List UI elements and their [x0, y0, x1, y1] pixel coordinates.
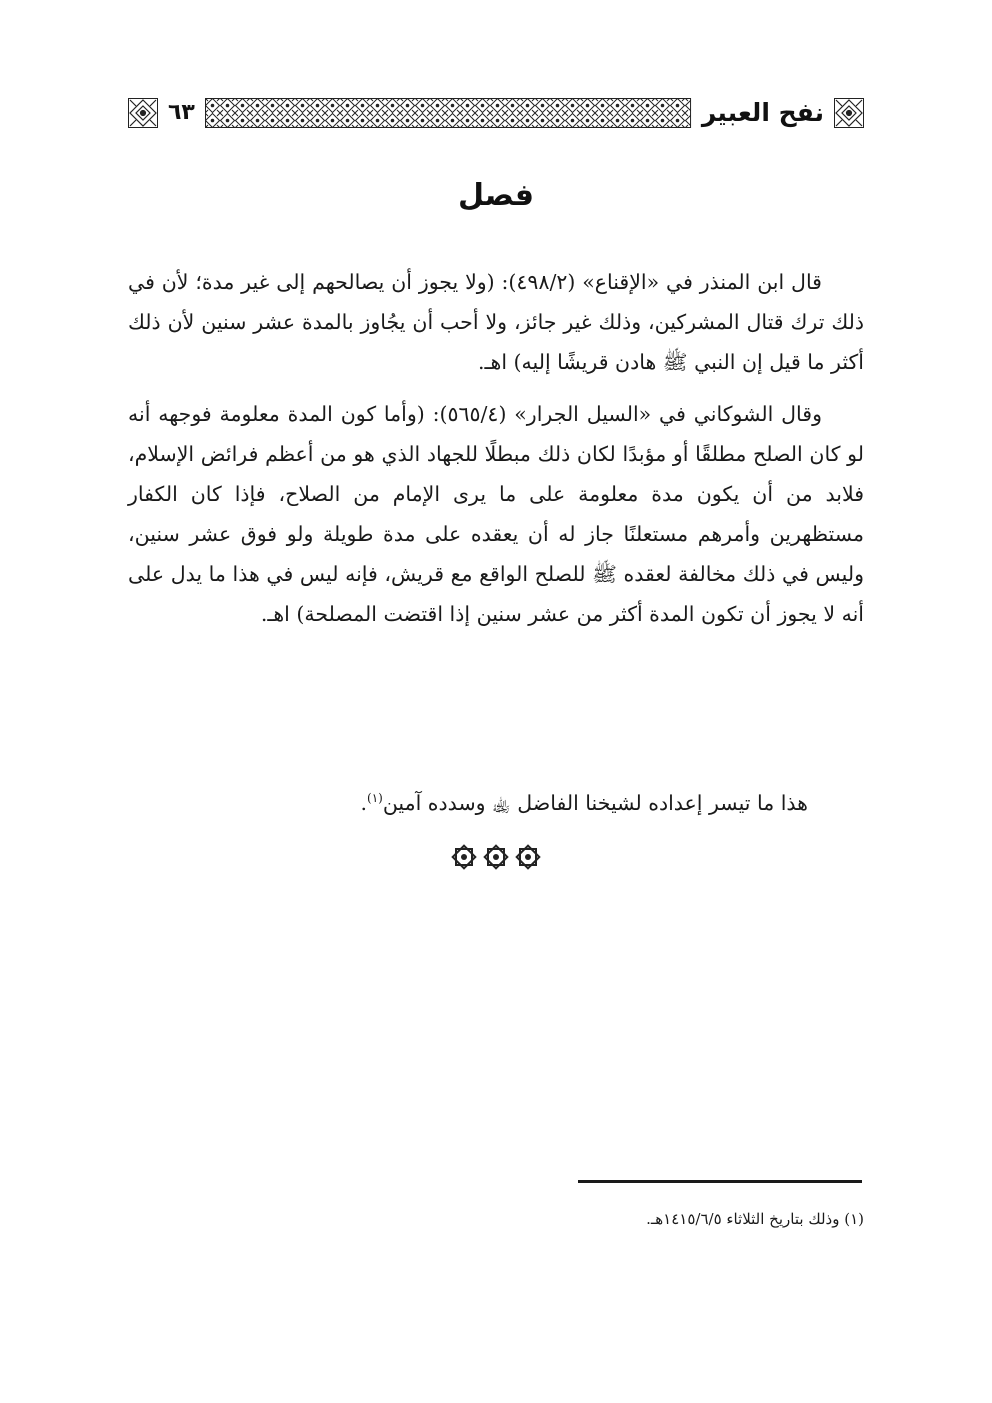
closing-text: هذا ما تيسر إعداده لشيخنا الفاضل ﵀ وسدده آمين [382, 790, 808, 815]
ornament-square-icon [834, 98, 864, 128]
star-ornament-icon [483, 844, 509, 870]
body-text [128, 262, 864, 646]
closing-line [128, 778, 864, 823]
star-ornament-icon [515, 844, 541, 870]
footnote-marker[interactable]: (١) [367, 791, 383, 805]
paragraph: وقال الشوكاني في «السيل الجرار» (٥٦٥/٤): (وأما كون المدة معلومة فوجهه أنه لو كان الصلح مطلقًا أو مؤبدًا لكان ذلك مبطلًا للجهاد الذي هو من أعظم فرائض الإسلام، فلابد من أن يكون مدة معلومة على ما يرى الإمام من الصلاح، فإذا كان الكفار مستظهرين وأمرهم مستعلنًا جاز له أن يعقده على مدة طويلة ولو فوق عشر سنين، وليس في ذلك مخالفة لعقده ﷺ للصلح الواقع مع قريش، فإنه ليس في هذا ما يدل على أنه لا يجوز أن تكون المدة أكثر من عشر سنين إذا اقتضت المصلحة) اهـ. [128, 402, 864, 626]
running-header [128, 96, 864, 130]
closing-end: . [360, 790, 367, 815]
footnote: (١) وذلك بتاريخ الثلاثاء ١٤١٥/٦/٥هـ. [646, 1210, 864, 1228]
ornament-square-icon [128, 98, 158, 128]
footnote-rule [578, 1180, 862, 1183]
section-title: فصل [458, 178, 534, 213]
ornament-band-icon [205, 98, 692, 128]
paragraph: قال ابن المنذر في «الإقناع» (٤٩٨/٢): (ولا يجوز أن يصالحهم إلى غير مدة؛ لأن في ذلك ترك قتال المشركين، وذلك غير جائز، ولا أحب أن يجُاوز بالمدة عشر سنين لأن ذلك أكثر ما قيل إن النبي ﷺ هادن قريشًا إليه) اهـ. [128, 270, 864, 374]
star-ornament-icon [451, 844, 477, 870]
header-title: نفح العبير [701, 98, 824, 127]
page-number: ٦٣ [168, 100, 195, 125]
end-ornament [0, 844, 992, 870]
